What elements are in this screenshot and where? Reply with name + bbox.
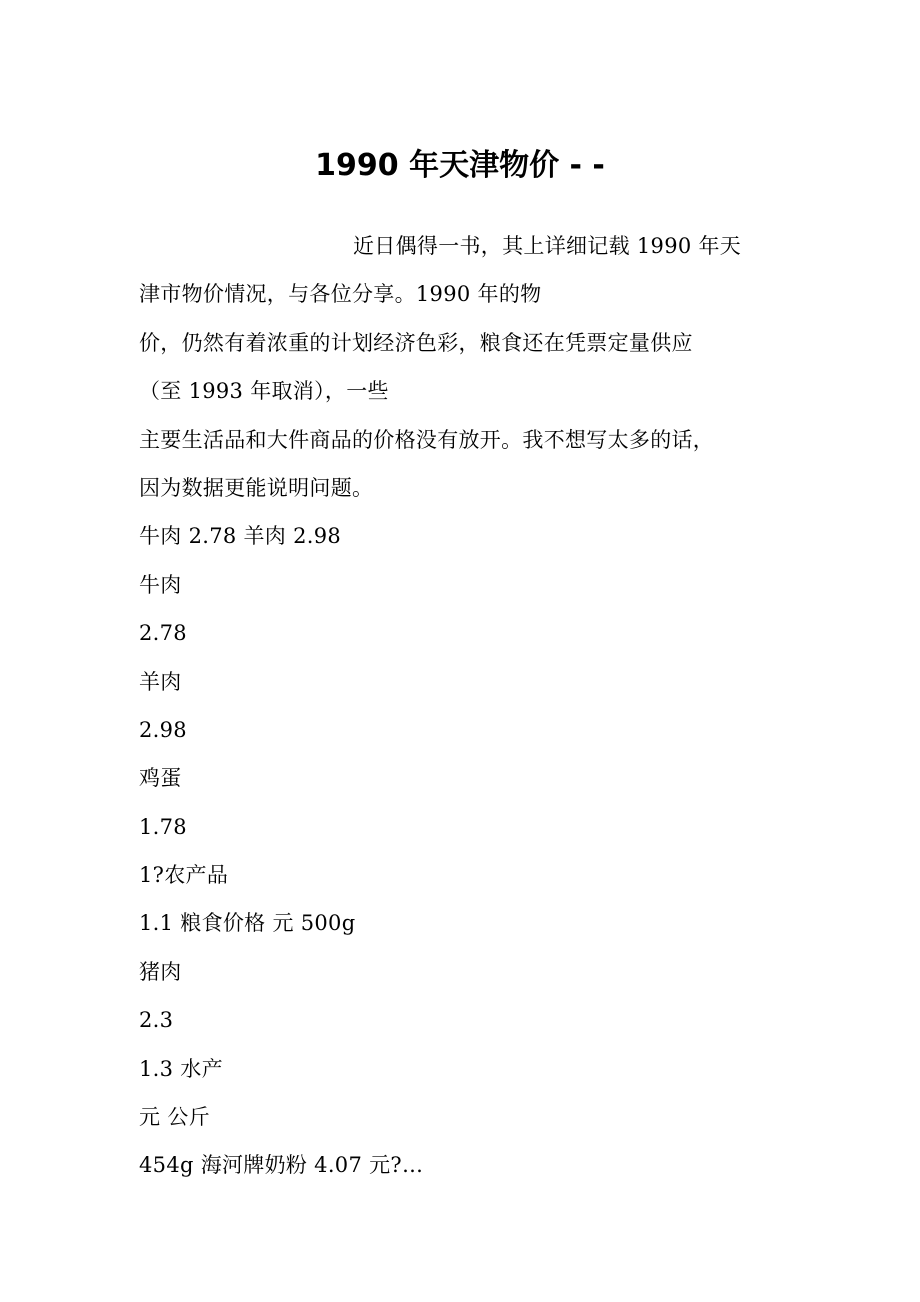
paragraph-line: 因为数据更能说明问题。 (139, 475, 374, 500)
price-line: 猪肉 (139, 959, 182, 984)
price-line: 2.98 (139, 717, 187, 742)
section-heading: 1.3 水产 (139, 1056, 223, 1081)
price-line: 元 公斤 (139, 1105, 210, 1130)
paragraph-line: 津市物价情况，与各位分享。1990 年的物 (139, 282, 542, 307)
paragraph-line: 近日偶得一书，其上详细记载 1990 年天 (353, 234, 742, 258)
price-line: 羊肉 (139, 669, 182, 694)
price-line: 牛肉 (139, 572, 182, 597)
document-title: 1990 年天津物价 - - (315, 148, 605, 183)
price-line: 454g 海河牌奶粉 4.07 元?… (139, 1153, 424, 1178)
section-heading: 1.1 粮食价格 元 500g (139, 911, 356, 936)
price-line: 牛肉 2.78 羊肉 2.98 (139, 524, 342, 549)
price-line: 2.3 (139, 1008, 174, 1033)
document-body (139, 222, 789, 1190)
section-heading: 1?农产品 (139, 863, 229, 888)
price-line: 1.78 (139, 814, 187, 839)
paragraph-line: 主要生活品和大件商品的价格没有放开。我不想写太多的话， (139, 427, 715, 452)
price-line: 2.78 (139, 621, 187, 646)
price-line: 鸡蛋 (139, 766, 182, 791)
paragraph-line: 价，仍然有着浓重的计划经济色彩，粮食还在凭票定量供应 (139, 330, 693, 355)
paragraph-line: （至 1993 年取消），一些 (139, 379, 389, 404)
